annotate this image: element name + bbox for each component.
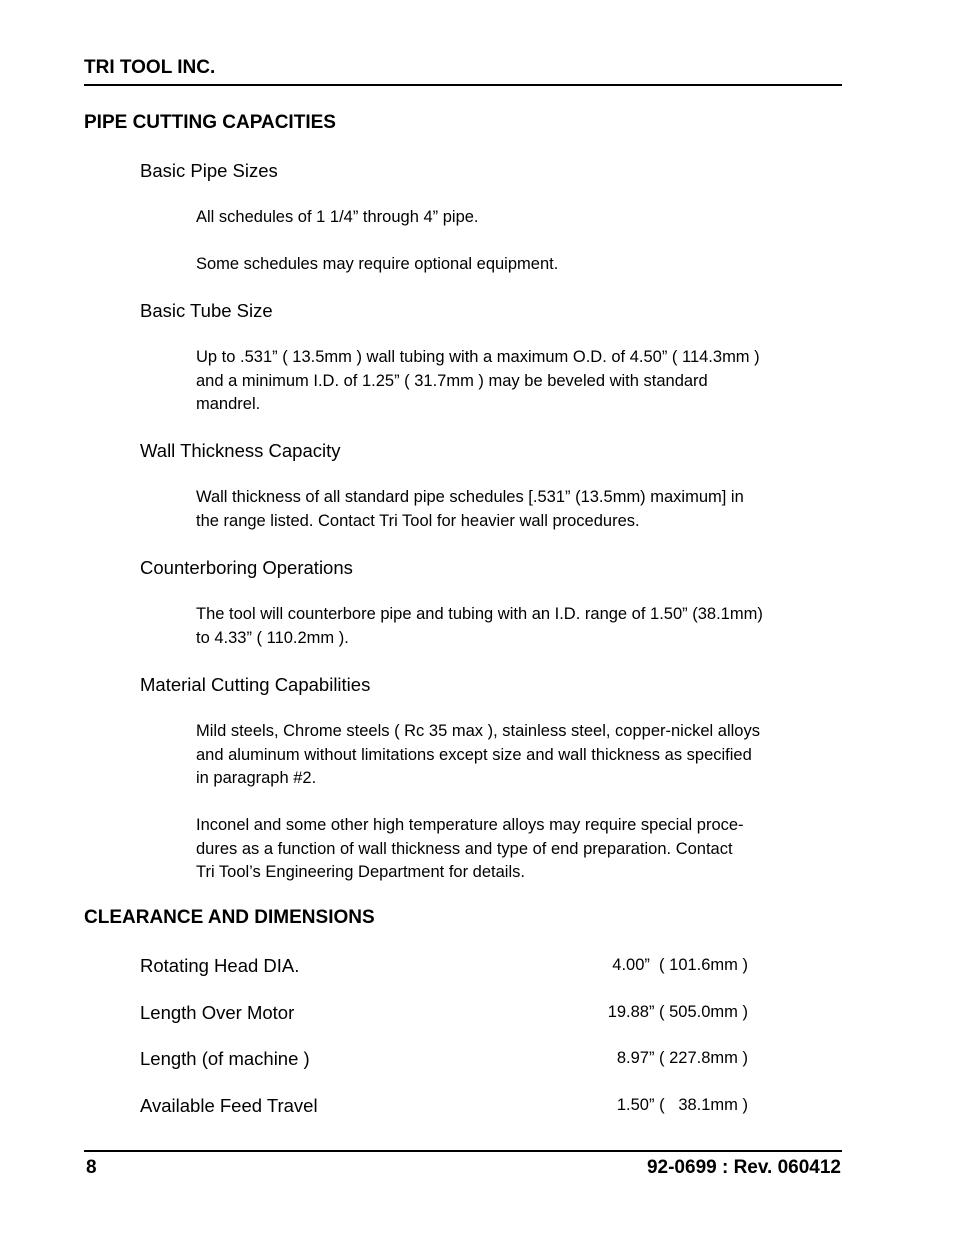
paragraph-inconel: Inconel and some other high temperature alloys may require special proce- dures as a function of wall thickness and type of end preparation. Contact Tri Tool’s Engineering Department for details. [196,816,744,881]
dimension-label-feed-travel: Available Feed Travel [140,1095,318,1116]
dimension-label-rotating-head: Rotating Head DIA. [140,955,300,976]
header-rule [84,84,842,86]
paragraph-tube-size: Up to .531” ( 13.5mm ) wall tubing with a maximum O.D. of 4.50” ( 114.3mm ) and a minimum I.D. of 1.25” ( 31.7mm ) may be beveled with standard mandrel. [196,348,760,413]
section-title-pipe-cutting: PIPE CUTTING CAPACITIES [84,112,336,133]
company-name: TRI TOOL INC. [84,57,216,78]
subsection-heading-material-cutting: Material Cutting Capabilities [140,674,371,695]
dimension-value-rotating-head: 4.00” ( 101.6mm ) [612,956,748,974]
dimension-label-length-over-motor: Length Over Motor [140,1002,295,1023]
paragraph-counterboring: The tool will counterbore pipe and tubing with an I.D. range of 1.50” (38.1mm) to 4.33” ( 110.2mm ). [196,605,763,647]
subsection-heading-counterboring: Counterboring Operations [140,557,353,578]
dimension-value-length-machine: 8.97” ( 227.8mm ) [616,1049,748,1067]
dimension-value-feed-travel: 1.50” ( 38.1mm ) [616,1096,748,1114]
paragraph-optional-equipment: Some schedules may require optional equipment. [196,255,559,273]
paragraph-pipe-sizes: All schedules of 1 1/4” through 4” pipe. [196,208,479,226]
subsection-heading-basic-pipe-sizes: Basic Pipe Sizes [140,160,278,181]
footer-rule [84,1150,842,1152]
subsection-heading-wall-thickness: Wall Thickness Capacity [140,440,341,461]
section-title-clearance: CLEARANCE AND DIMENSIONS [84,907,375,928]
paragraph-material-cutting: Mild steels, Chrome steels ( Rc 35 max ), stainless steel, copper-nickel alloys and aluminum without limitations except size and wall thickness as specified in paragraph #2. [196,722,760,787]
page-number: 8 [86,1157,97,1178]
document-revision: 92-0699 : Rev. 060412 [646,1157,841,1178]
subsection-heading-basic-tube-size: Basic Tube Size [140,300,273,321]
dimension-value-length-over-motor: 19.88” ( 505.0mm ) [607,1003,748,1021]
paragraph-wall-thickness: Wall thickness of all standard pipe schedules [.531” (13.5mm) maximum] in the range listed. Contact Tri Tool for heavier wall procedures. [196,488,744,530]
dimension-label-length-machine: Length (of machine ) [140,1048,310,1069]
